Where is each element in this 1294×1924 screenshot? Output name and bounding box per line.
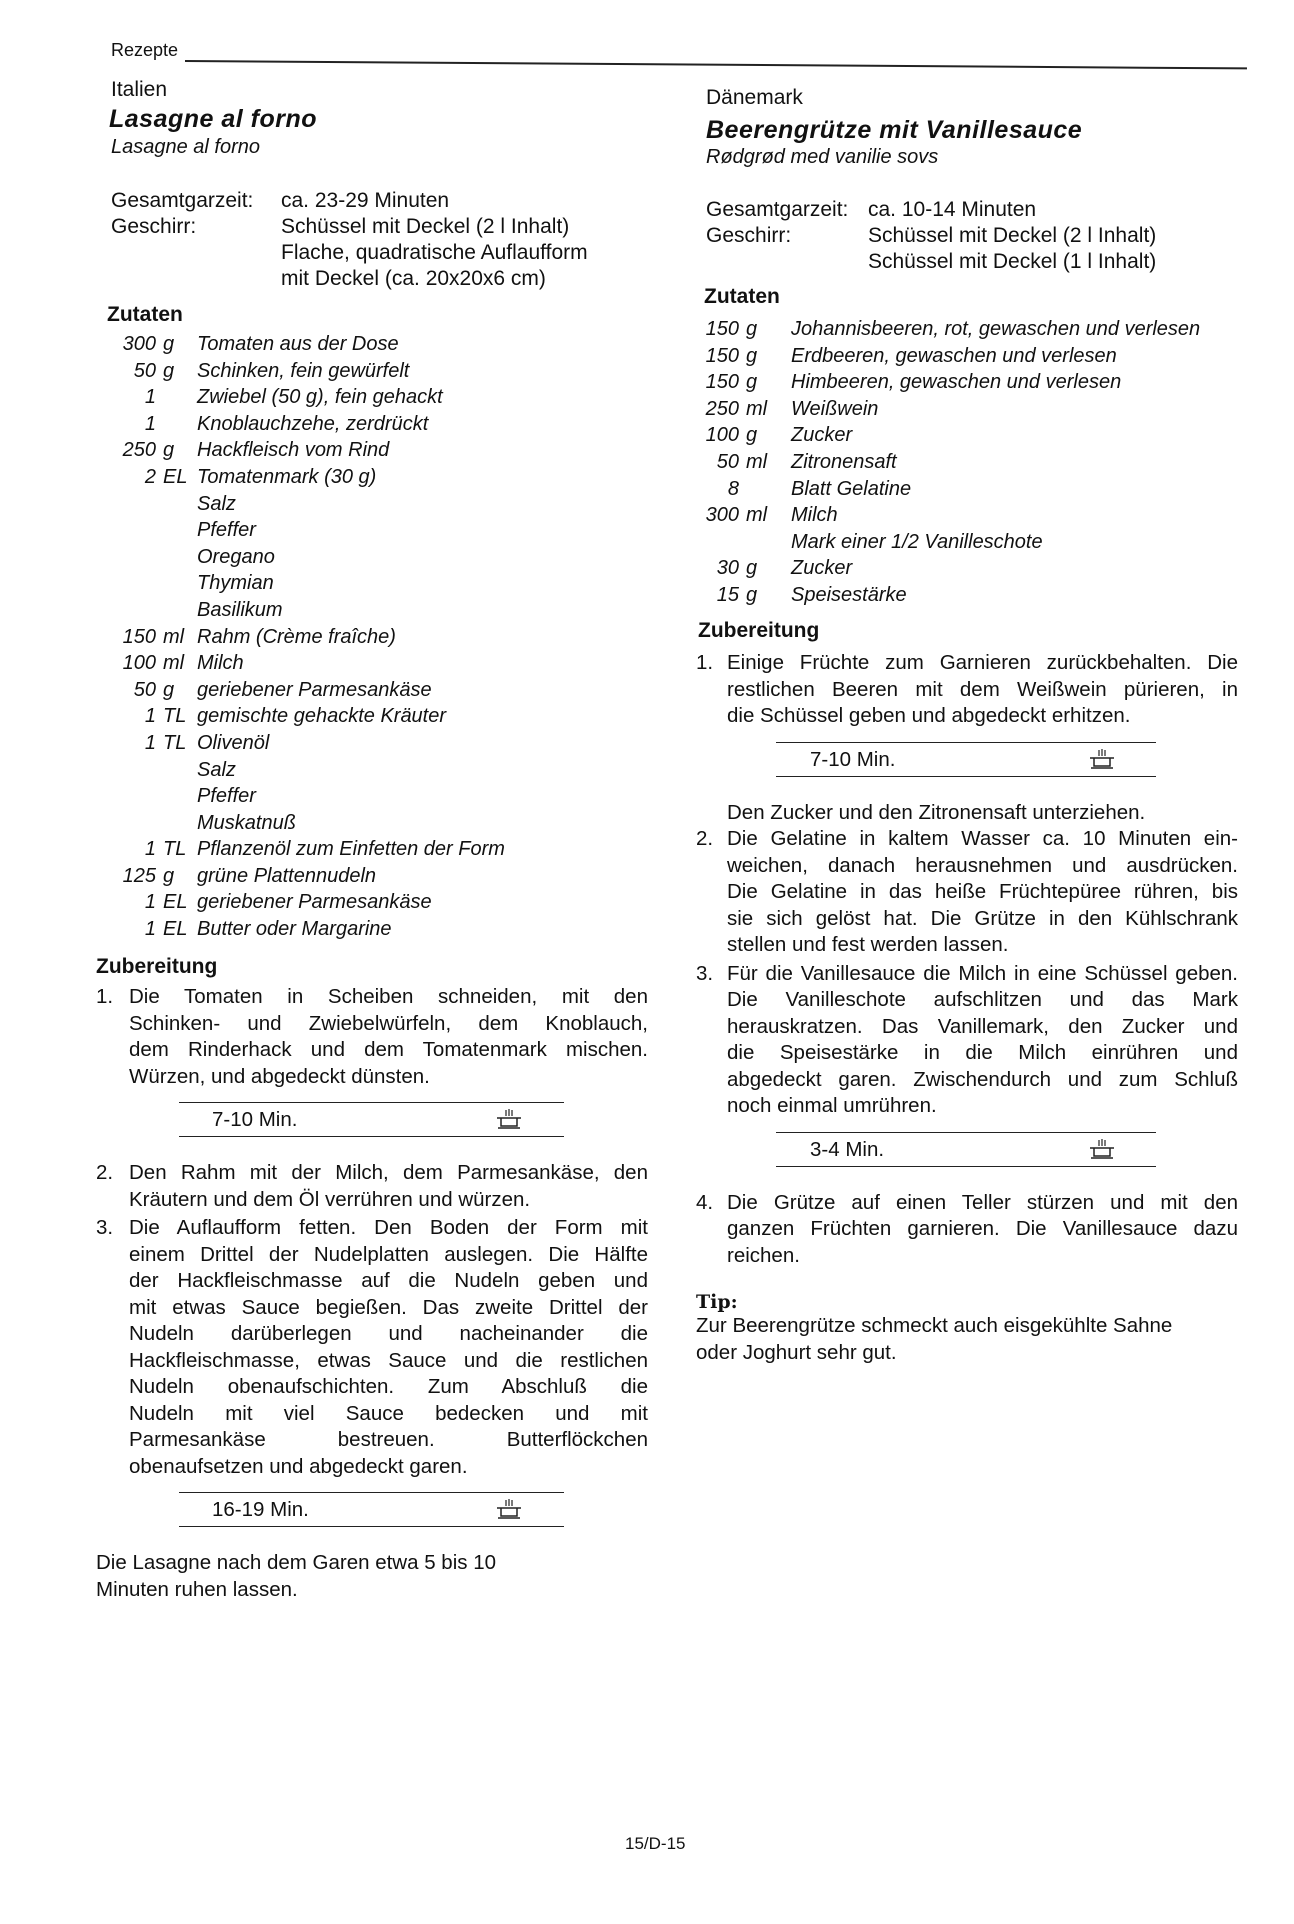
text-line: die Speisestärke in die Milch einrühren und: [727, 1041, 1238, 1064]
text-line: Den Rahm mit der Milch, dem Parmesankäse, den: [129, 1161, 648, 1184]
ingredient-name: Knoblauchzehe, zerdrückt: [197, 412, 429, 435]
ingredients-list: [0, 316, 1294, 609]
text-line: Die Auflaufform fetten. Den Boden der Form mit: [129, 1216, 648, 1239]
step-number: 2.: [696, 827, 714, 850]
prep-step: [96, 1215, 648, 1480]
ingredient-qty: 100: [122, 652, 156, 675]
prep-heading: Zubereitung: [698, 619, 820, 642]
prep-steps: [696, 650, 1238, 1366]
text-line: einem Drittel der Nudelplatten auslegen. Die Hälfte: [129, 1242, 648, 1266]
text-line: Die Vanilleschote aufschlitzen und das Mark: [727, 988, 1238, 1011]
ingredient-name: geriebener Parmesankäse: [197, 891, 432, 914]
prep-steps: [96, 984, 648, 1603]
ingredient-row: [0, 677, 640, 704]
ingredient-name: Speisestärke: [791, 583, 907, 606]
timer-duration: 7-10 Min.: [212, 1108, 298, 1131]
ingredient-unit: TL: [163, 731, 187, 754]
ingredient-name: gemischte gehackte Kräuter: [197, 705, 447, 728]
text-line: der Hackfleischmasse auf die Nudeln geben und: [129, 1269, 648, 1292]
step-number: 3.: [696, 961, 714, 985]
prep-step: [696, 961, 1238, 1120]
ingredient-name: Mark einer 1/2 Vanilleschote: [791, 530, 1043, 553]
text-line: Zur Beerengrütze schmeckt auch eisgekühlte Sahne: [696, 1314, 1173, 1337]
timer-bar: [96, 1492, 648, 1532]
ingredient-name: Pflanzenöl zum Einfetten der Form: [197, 838, 505, 861]
ingredient-row: [0, 783, 640, 810]
ingredient-row: [0, 316, 1294, 343]
ingredient-name: Zwiebel (50 g), fein gehackt: [197, 386, 443, 409]
text-line: Die Lasagne nach dem Garen etwa 5 bis 10: [96, 1551, 497, 1574]
recipe-title: Lasagne al forno: [109, 105, 318, 133]
text-line: Die Gelatine in das heiße Früchtepüree rühren, bis: [727, 880, 1238, 903]
ingredient-qty: 125: [122, 864, 156, 887]
ingredient-name: Milch: [197, 652, 244, 675]
step-text: [727, 1190, 1238, 1270]
timer-duration: 16-19 Min.: [212, 1498, 309, 1521]
ingredient-name: Tomaten aus der Dose: [197, 333, 399, 355]
ingredient-unit: EL: [163, 891, 188, 914]
step-text: [696, 1313, 1238, 1366]
ingredient-unit: ml: [746, 504, 768, 527]
text-line: Schinken- und Zwiebelwürfeln, dem Knoblauch,: [129, 1011, 648, 1035]
ingredient-row: [0, 476, 1294, 503]
time-value: ca. 10-14 Minuten: [868, 198, 1037, 221]
ingredient-unit: g: [163, 678, 175, 701]
ingredient-name: Milch: [791, 504, 838, 527]
text-line: Die Tomaten in Scheiben schneiden, mit den: [129, 985, 648, 1008]
text-line: Hackfleischmasse, etwas Sauce und die restlichen: [129, 1348, 648, 1372]
time-label: Gesamtgarzeit:: [706, 198, 849, 221]
dish-line: Flache, quadratische Auflaufform: [281, 241, 588, 264]
ingredient-qty: 30: [716, 557, 739, 580]
prep-step: [696, 650, 1238, 730]
tip-heading: Tip:: [696, 1291, 738, 1313]
timer-rule: [179, 1136, 564, 1137]
step-number: 4.: [696, 1190, 714, 1214]
step-number: 3.: [96, 1216, 114, 1239]
ingredient-unit: g: [746, 371, 758, 394]
ingredient-row: [0, 555, 1294, 582]
ingredient-row: [0, 502, 1294, 529]
ingredient-name: Tomatenmark (30 g): [197, 465, 377, 488]
time-label: Gesamtgarzeit:: [111, 189, 254, 212]
dish-label: Geschirr:: [111, 215, 197, 238]
step-text: [727, 650, 1238, 730]
ingredient-unit: g: [746, 318, 758, 340]
text-line: oder Joghurt sehr gut.: [696, 1340, 897, 1364]
step-number: 2.: [96, 1161, 114, 1184]
ingredient-name: Rahm (Crème fraîche): [197, 625, 396, 648]
text-line: Nudeln darüberlegen und nacheinander die: [129, 1322, 648, 1345]
ingredient-qty: 50: [133, 359, 156, 382]
ingredient-qty: 300: [705, 504, 739, 527]
ingredient-row: [0, 836, 640, 863]
timer-rule: [776, 776, 1156, 777]
recipe-meta: [706, 197, 1266, 287]
text-line: die Schüssel geben und abgedeckt erhitzen.: [727, 704, 1131, 727]
text-line: herauskratzen. Das Vanillemark, den Zucker und: [727, 1014, 1238, 1038]
timer-bar: [696, 1132, 1238, 1172]
header-rule: [185, 60, 1247, 69]
text-line: Minuten ruhen lassen.: [96, 1577, 298, 1601]
step-text: [96, 1550, 648, 1603]
dish-label: Geschirr:: [706, 224, 792, 247]
timer-rule: [179, 1526, 564, 1527]
ingredient-name: Thymian: [197, 572, 274, 595]
text-line: Für die Vanillesauce die Milch in eine Schüssel geben.: [727, 961, 1238, 985]
timer-duration: 3-4 Min.: [810, 1137, 885, 1161]
text-line: obenaufsetzen und abgedeckt garen.: [129, 1454, 468, 1478]
timer-rule: [776, 1166, 1156, 1167]
ingredient-unit: TL: [163, 838, 187, 861]
step-number: 1.: [696, 651, 714, 674]
step-text: [727, 800, 1238, 827]
ingredient-name: Schinken, fein gewürfelt: [197, 359, 410, 382]
prep-paragraph: [96, 1550, 648, 1603]
ingredient-name: Olivenöl: [197, 731, 270, 754]
ingredient-unit: EL: [163, 465, 188, 488]
ingredient-qty: 100: [705, 424, 739, 447]
ingredient-unit: EL: [163, 918, 188, 941]
ingredient-unit: g: [746, 557, 758, 580]
ingredient-name: Zucker: [791, 424, 853, 447]
ingredient-name: Pfeffer: [197, 519, 256, 542]
recipe-subtitle: Lasagne al forno: [111, 136, 261, 158]
ingredient-name: grüne Plattennudeln: [197, 864, 377, 887]
step-text: [129, 1215, 648, 1480]
ingredient-unit: g: [163, 439, 175, 462]
timer-rule: [776, 742, 1156, 743]
ingredient-name: Zitronensaft: [791, 450, 897, 473]
text-line: sie sich gelöst hat. Die Grütze in den Kühlschrank: [727, 906, 1238, 930]
text-line: reichen.: [727, 1243, 800, 1267]
ingredient-name: Butter oder Margarine: [197, 918, 392, 941]
ingredient-row: [0, 730, 640, 757]
ingredient-qty: 300: [122, 333, 156, 355]
text-line: Einige Früchte zum Garnieren zurückbehalten. Die: [727, 651, 1238, 674]
ingredient-row: [0, 889, 640, 916]
text-line: Den Zucker und den Zitronensaft unterziehen.: [727, 800, 1146, 824]
recipe-meta: [111, 188, 671, 298]
text-line: dem Rinderhack und dem Tomatenmark mischen.: [129, 1038, 648, 1061]
step-text: [727, 961, 1238, 1120]
text-line: stellen und fest werden lassen.: [727, 933, 1009, 956]
prep-step: [96, 1160, 648, 1213]
ingredient-qty: 150: [705, 371, 739, 394]
ingredient-unit: g: [163, 333, 175, 355]
prep-paragraph: [696, 1313, 1238, 1366]
ingredients-heading: Zutaten: [704, 285, 780, 308]
ingredient-row: [0, 810, 640, 837]
ingredient-unit: ml: [746, 397, 768, 420]
cooking-pot-icon: [1089, 1137, 1115, 1161]
text-line: Kräutern und dem Öl verrühren und würzen.: [129, 1187, 531, 1211]
ingredient-name: geriebener Parmesankäse: [197, 678, 432, 701]
ingredient-name: Erdbeeren, gewaschen und verlesen: [791, 344, 1117, 367]
ingredient-qty: 50: [133, 678, 156, 701]
text-line: mit etwas Sauce begießen. Das zweite Drittel der: [129, 1295, 648, 1319]
ingredients-heading: Zutaten: [107, 303, 183, 326]
ingredient-unit: ml: [746, 450, 768, 473]
timer-rule: [179, 1492, 564, 1493]
ingredient-qty: 1: [144, 731, 156, 754]
ingredient-name: Himbeeren, gewaschen und verlesen: [791, 371, 1122, 394]
ingredient-qty: 1: [144, 891, 156, 914]
dish-line: Schüssel mit Deckel (2 l Inhalt): [868, 224, 1157, 247]
ingredient-qty: 1: [144, 918, 156, 941]
text-line: Die Grütze auf einen Teller stürzen und mit den: [727, 1190, 1238, 1214]
ingredient-unit: g: [163, 359, 175, 382]
ingredient-qty: 250: [705, 397, 739, 420]
text-line: abgedeckt garen. Zwischendurch und zum Schluß: [727, 1067, 1238, 1091]
ingredient-row: [0, 624, 640, 651]
ingredient-unit: TL: [163, 705, 187, 728]
dish-line: mit Deckel (ca. 20x20x6 cm): [281, 267, 546, 290]
ingredient-name: Johannisbeeren, rot, gewaschen und verlesen: [791, 318, 1201, 340]
ingredient-unit: g: [163, 864, 175, 887]
section-header: Rezepte: [111, 40, 179, 60]
recipe-title: Beerengrütze mit Vanillesauce: [706, 116, 1083, 144]
ingredient-row: [0, 582, 1294, 609]
ingredient-qty: 2: [144, 465, 156, 488]
ingredient-name: Oregano: [197, 545, 275, 568]
ingredient-qty: 50: [716, 450, 739, 473]
ingredient-unit: g: [746, 424, 758, 447]
prep-step: [696, 1190, 1238, 1270]
ingredient-qty: 150: [122, 625, 156, 648]
step-text: [129, 984, 648, 1090]
ingredient-unit: ml: [163, 652, 185, 675]
timer-bar: [96, 1102, 648, 1142]
recipe-region: Dänemark: [706, 86, 803, 109]
text-line: Nudeln obenaufschichten. Zum Abschluß die: [129, 1375, 648, 1398]
ingredient-name: Pfeffer: [197, 785, 256, 808]
step-text: [727, 826, 1238, 959]
ingredient-name: Muskatnuß: [197, 811, 296, 834]
ingredient-qty: 8: [727, 477, 739, 500]
ingredient-qty: 1: [144, 386, 156, 409]
ingredient-name: Hackfleisch vom Rind: [197, 439, 390, 462]
text-line: weichen, danach herausnehmen und ausdrücken.: [727, 853, 1238, 877]
ingredient-row: [0, 343, 1294, 370]
cooking-pot-icon: [1089, 747, 1115, 771]
text-line: Parmesankäse bestreuen. Butterflöckchen: [129, 1428, 648, 1451]
dish-list: [281, 214, 588, 292]
text-line: ganzen Früchten garnieren. Die Vanillesauce dazu: [727, 1217, 1238, 1240]
ingredient-qty: 150: [705, 344, 739, 367]
text-line: Die Gelatine in kaltem Wasser ca. 10 Minuten ein-: [727, 827, 1238, 850]
ingredient-qty: 1: [144, 705, 156, 728]
recipe-region: Italien: [111, 78, 168, 101]
prep-step: [696, 826, 1238, 959]
ingredient-unit: g: [746, 344, 758, 367]
text-line: Nudeln mit viel Sauce bedecken und mit: [129, 1401, 648, 1425]
ingredient-row: [0, 396, 1294, 423]
ingredient-name: Blatt Gelatine: [791, 477, 912, 500]
prep-heading: Zubereitung: [96, 955, 218, 978]
ingredient-qty: 150: [705, 318, 739, 340]
ingredient-name: Zucker: [791, 557, 853, 580]
cooking-pot-icon: [496, 1497, 522, 1521]
text-line: Würzen, und abgedeckt dünsten.: [129, 1064, 430, 1088]
timer-rule: [776, 1132, 1156, 1133]
step-number: 1.: [96, 985, 114, 1008]
ingredient-row: [0, 369, 1294, 396]
ingredient-row: [0, 757, 640, 784]
prep-paragraph: [696, 800, 1238, 827]
ingredient-row: [0, 422, 1294, 449]
page-number: 15/D-15: [625, 1834, 686, 1853]
text-line: restlichen Beeren mit dem Weißwein pürieren, in: [727, 677, 1238, 701]
time-value: ca. 23-29 Minuten: [281, 189, 450, 212]
ingredient-name: Salz: [197, 758, 236, 781]
ingredient-unit: g: [746, 583, 758, 606]
ingredient-qty: 1: [144, 412, 156, 435]
ingredient-unit: ml: [163, 625, 185, 648]
ingredient-qty: 1: [144, 838, 156, 861]
step-text: [129, 1160, 648, 1213]
cooking-pot-icon: [496, 1107, 522, 1131]
ingredient-qty: 250: [122, 439, 156, 462]
prep-step: [96, 984, 648, 1090]
ingredient-qty: 15: [716, 583, 739, 606]
ingredient-row: [0, 703, 640, 730]
timer-bar: [696, 742, 1238, 782]
ingredient-row: [0, 916, 640, 943]
dish-line: Schüssel mit Deckel (2 l Inhalt): [281, 215, 570, 238]
ingredient-name: Salz: [197, 492, 236, 515]
ingredient-row: [0, 529, 1294, 556]
timer-rule: [179, 1102, 564, 1103]
recipe-subtitle: Rødgrød med vanilie sovs: [706, 146, 939, 168]
dish-list: [868, 223, 1156, 275]
ingredient-name: Weißwein: [791, 397, 879, 420]
ingredient-name: Basilikum: [197, 598, 283, 621]
timer-duration: 7-10 Min.: [810, 747, 896, 771]
ingredient-row: [0, 449, 1294, 476]
dish-line: Schüssel mit Deckel (1 l Inhalt): [868, 250, 1157, 273]
ingredient-row: [0, 863, 640, 890]
ingredient-row: [0, 650, 640, 677]
text-line: noch einmal umrühren.: [727, 1094, 937, 1117]
